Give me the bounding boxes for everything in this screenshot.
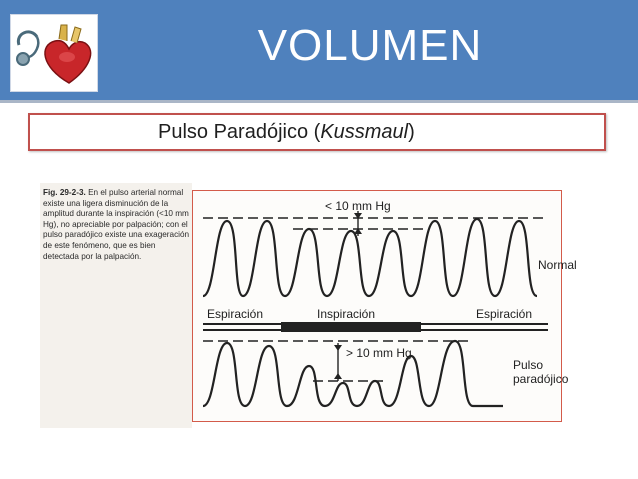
caption-text: En el pulso arterial normal existe una ligera disminución de la amplitud durante la inspiración (<10 mm Hg), no apreciable por palpación; con el pulso paradójico existe una exageración de este fenómeno, que es bien detectada por la palpación. — [43, 188, 190, 261]
pulse-diagram — [193, 191, 577, 421]
paradox-label-line1: Pulso — [513, 358, 544, 372]
paradox-delta-label: > 10 mm Hg — [346, 346, 412, 360]
inspiration-bar — [281, 322, 421, 332]
normal-delta-label: < 10 mm Hg — [325, 199, 391, 213]
page-title: VOLUMEN — [257, 21, 483, 70]
title-divider — [0, 100, 638, 103]
figure-caption — [43, 188, 191, 262]
pulse-figure — [192, 190, 577, 422]
normal-label: Normal — [538, 258, 577, 272]
subtitle-emphasis: Kussmaul — [320, 121, 409, 143]
normal-pulse-waveform — [203, 219, 537, 296]
figure-label: Fig. 29-2-3. — [43, 188, 86, 197]
expiration-left-label: Espiración — [207, 307, 264, 321]
logo — [10, 14, 98, 92]
heart-stethoscope-icon — [11, 15, 97, 91]
subtitle-prefix: Pulso Paradójico ( — [158, 121, 321, 143]
expiration-right-label: Espiración — [476, 307, 533, 321]
subtitle — [158, 119, 415, 145]
paradox-label-line2: paradójico — [513, 372, 569, 386]
subtitle-suffix: ) — [408, 121, 415, 143]
inspiration-label: Inspiración — [317, 307, 376, 321]
